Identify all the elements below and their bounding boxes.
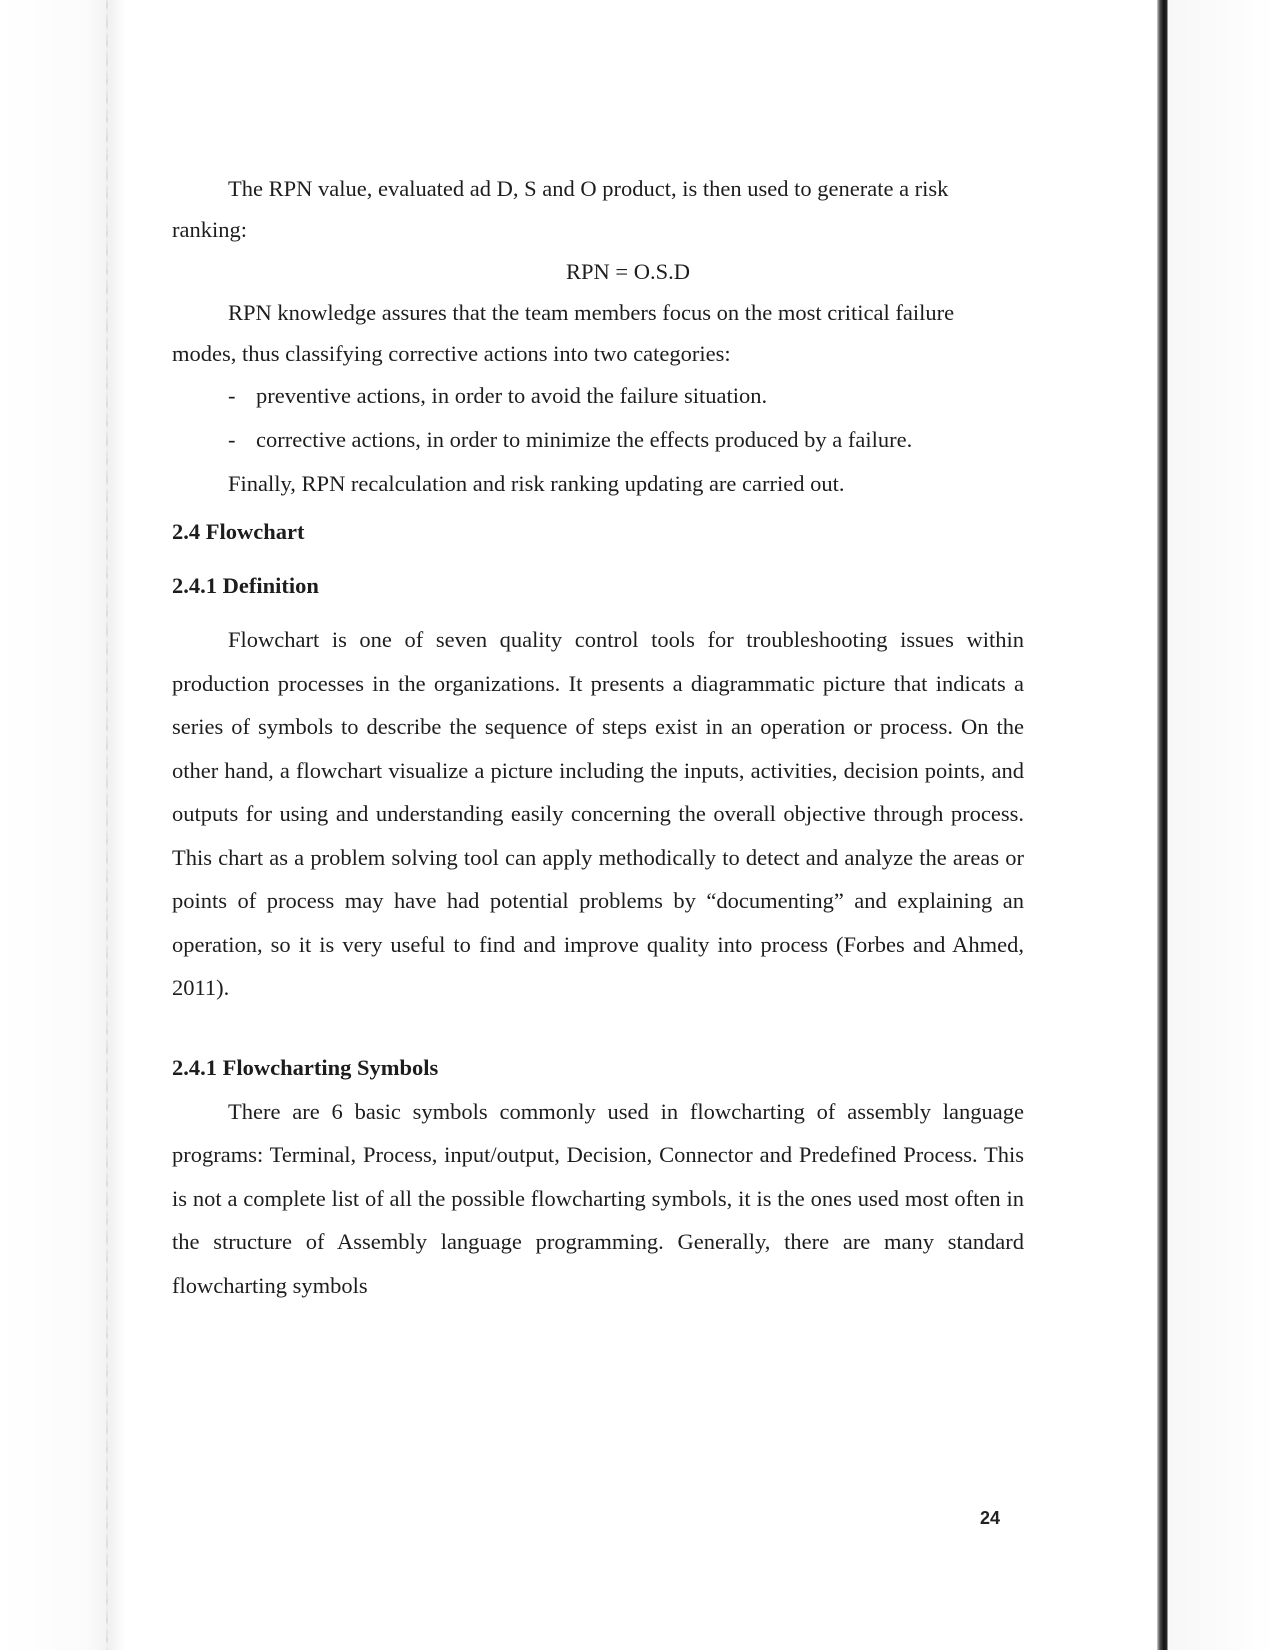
- rpn-formula: RPN = O.S.D: [566, 259, 690, 284]
- rpn-knowledge-paragraph: RPN knowledge assures that the team members focus on the most critical failure modes, thus classifying corrective actions into two categories:: [172, 300, 955, 366]
- page-content: [172, 168, 1024, 1307]
- symbols-paragraph: There are 6 basic symbols commonly used in flowcharting of assembly language programs: Terminal, Process, input/output, Decision, Connector and Predefined Process. This is not a complete list of all the possible flowcharting symbols, it is the ones used most often in the structure of Assembly language programming. Generally, there are many standard flowcharting symbols: [172, 1098, 1024, 1298]
- final-paragraph: Finally, RPN recalculation and risk ranking updating are carried out.: [228, 471, 845, 496]
- intro-paragraph: The RPN value, evaluated ad D, S and O product, is then used to generate a risk ranking:: [172, 176, 949, 242]
- definition-paragraph: Flowchart is one of seven quality control tools for troubleshooting issues within production processes in the organizations. It presents a diagrammatic picture that indicats a series of symbols to describe the sequence of steps exist in an operation or process. On the other hand, a flowchart visualize a picture including the inputs, activities, decision points, and outputs for using and understanding easily concerning the overall objective through process. This chart as a problem solving tool can apply methodically to detect and analyze the areas or points of process may have had potential problems by “documenting” and explaining an operation, so it is very useful to find and improve quality into process (Forbes and Ahmed, 2011).: [172, 627, 1024, 1000]
- bullet-item: [172, 418, 1024, 462]
- definition-heading: 2.4.1 Definition: [172, 573, 319, 598]
- bullet-dash: -: [228, 383, 236, 408]
- bullet-text: corrective actions, in order to minimize the effects produced by a failure.: [256, 427, 913, 452]
- page-number: 24: [980, 1508, 1001, 1528]
- bullet-item: [172, 374, 1024, 418]
- symbols-heading: 2.4.1 Flowcharting Symbols: [172, 1054, 439, 1080]
- section-heading: 2.4 Flowchart: [172, 519, 305, 544]
- bullet-dash: -: [228, 427, 236, 452]
- bullet-text: preventive actions, in order to avoid the failure situation.: [256, 383, 768, 408]
- scan-left-edge-line: [106, 0, 108, 1650]
- scan-right-edge: [1157, 0, 1275, 1650]
